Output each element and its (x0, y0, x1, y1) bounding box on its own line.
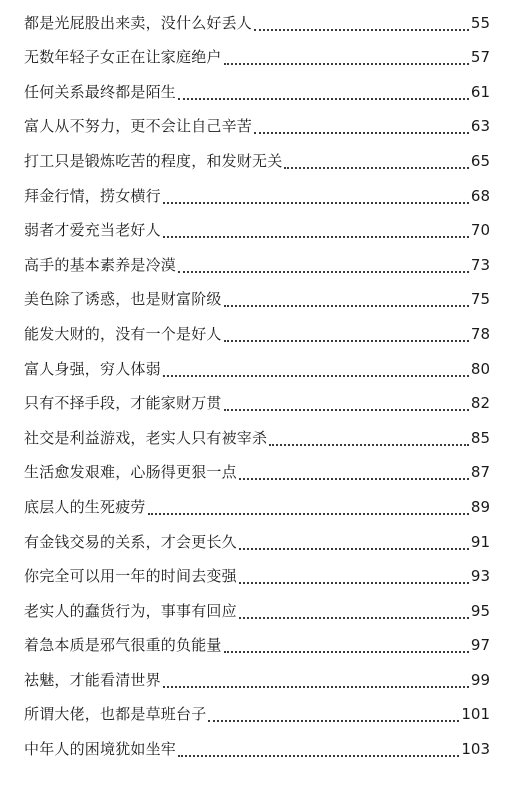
dot-leader (239, 582, 469, 584)
toc-entry[interactable] (24, 455, 490, 490)
toc-entry[interactable] (24, 109, 490, 144)
toc-entry-title: 打工只是锻炼吃苦的程度，和发财无关 (24, 151, 283, 170)
toc-entry-page-number: 55 (470, 13, 490, 32)
toc-entry-title: 中年人的困境犹如坐牢 (24, 740, 177, 759)
toc-entry-title: 有金钱交易的关系，才会更长久 (24, 532, 237, 551)
toc-entry-title: 美色除了诱惑，也是财富阶级 (24, 290, 222, 309)
toc-entry-title: 社交是利益游戏，老实人只有被宰杀 (24, 428, 268, 447)
dot-leader (208, 720, 459, 722)
toc-entry-page-number: 70 (470, 221, 490, 240)
toc-entry[interactable] (24, 386, 490, 421)
toc-entry-page-number: 73 (470, 255, 490, 274)
dot-leader (163, 375, 469, 377)
toc-entry[interactable] (24, 593, 490, 628)
toc-entry-page-number: 101 (461, 705, 490, 724)
toc-entry[interactable] (24, 5, 490, 40)
toc-entry-page-number: 82 (470, 394, 490, 413)
dot-leader (239, 617, 469, 619)
toc-entry[interactable] (24, 282, 490, 317)
toc-entry-title: 能发大财的，没有一个是好人 (24, 324, 222, 343)
toc-entry[interactable] (24, 420, 490, 455)
dot-leader (163, 236, 469, 238)
toc-entry[interactable] (24, 559, 490, 594)
dot-leader (163, 202, 469, 204)
dot-leader (178, 755, 459, 757)
dot-leader (224, 340, 469, 342)
toc-entry-title: 祛魅，才能看清世界 (24, 670, 161, 689)
toc-entry[interactable] (24, 143, 490, 178)
toc-entry[interactable] (24, 213, 490, 248)
toc-entry-page-number: 61 (470, 82, 490, 101)
toc-entry-page-number: 75 (470, 290, 490, 309)
toc-entry-page-number: 97 (470, 636, 490, 655)
dot-leader (224, 305, 469, 307)
dot-leader (254, 132, 469, 134)
dot-leader (224, 651, 469, 653)
toc-entry-title: 只有不择手段，才能家财万贯 (24, 394, 222, 413)
dot-leader (269, 444, 469, 446)
toc-entry-page-number: 91 (470, 532, 490, 551)
toc-entry[interactable] (24, 697, 490, 732)
toc-entry-page-number: 95 (470, 601, 490, 620)
dot-leader (239, 548, 469, 550)
toc-entry-title: 无数年轻子女正在让家庭绝户 (24, 48, 222, 67)
toc-entry[interactable] (24, 662, 490, 697)
toc-entry-page-number: 103 (461, 740, 490, 759)
toc-entry[interactable] (24, 628, 490, 663)
toc-entry-title: 富人身强，穷人体弱 (24, 359, 161, 378)
dot-leader (224, 409, 469, 411)
toc-entry-title: 富人从不努力，更不会让自己辛苦 (24, 117, 253, 136)
toc-entry[interactable] (24, 351, 490, 386)
toc-entry-title: 所谓大佬，也都是草班台子 (24, 705, 207, 724)
dot-leader (163, 686, 469, 688)
dot-leader (284, 167, 469, 169)
toc-entry[interactable] (24, 316, 490, 351)
toc-entry-page-number: 93 (470, 567, 490, 586)
dot-leader (239, 478, 469, 480)
toc-entry[interactable] (24, 524, 490, 559)
toc-entry-page-number: 87 (470, 463, 490, 482)
dot-leader (224, 63, 469, 65)
toc-entry-page-number: 68 (470, 186, 490, 205)
dot-leader (254, 29, 469, 31)
toc-entry-title: 着急本质是邪气很重的负能量 (24, 636, 222, 655)
toc-entry[interactable] (24, 489, 490, 524)
toc-entry-title: 底层人的生死疲劳 (24, 497, 146, 516)
toc-entry-title: 弱者才爱充当老好人 (24, 221, 161, 240)
toc-entry-title: 拜金行情，捞女横行 (24, 186, 161, 205)
dot-leader (178, 271, 469, 273)
toc-entry-title: 生活愈发艰难，心肠得更狠一点 (24, 463, 237, 482)
toc-entry-page-number: 89 (470, 497, 490, 516)
toc-entry-title: 老实人的蠢货行为，事事有回应 (24, 601, 237, 620)
toc-entry-page-number: 99 (470, 670, 490, 689)
toc-entry-title: 你完全可以用一年的时间去变强 (24, 567, 237, 586)
toc-entry[interactable] (24, 247, 490, 282)
toc-entry[interactable] (24, 40, 490, 75)
toc-entry-page-number: 78 (470, 324, 490, 343)
toc-entry[interactable] (24, 74, 490, 109)
toc-entry-title: 都是光屁股出来卖，没什么好丢人 (24, 13, 253, 32)
toc-entry-page-number: 63 (470, 117, 490, 136)
toc-entry-page-number: 57 (470, 48, 490, 67)
toc-entry[interactable] (24, 178, 490, 213)
toc-entry-page-number: 85 (470, 428, 490, 447)
toc-entry[interactable] (24, 731, 490, 766)
dot-leader (178, 98, 469, 100)
toc-entry-title: 高手的基本素养是冷漠 (24, 255, 177, 274)
toc-entry-page-number: 80 (470, 359, 490, 378)
dot-leader (148, 513, 469, 515)
toc-entry-page-number: 65 (470, 151, 490, 170)
toc-entry-title: 任何关系最终都是陌生 (24, 82, 177, 101)
